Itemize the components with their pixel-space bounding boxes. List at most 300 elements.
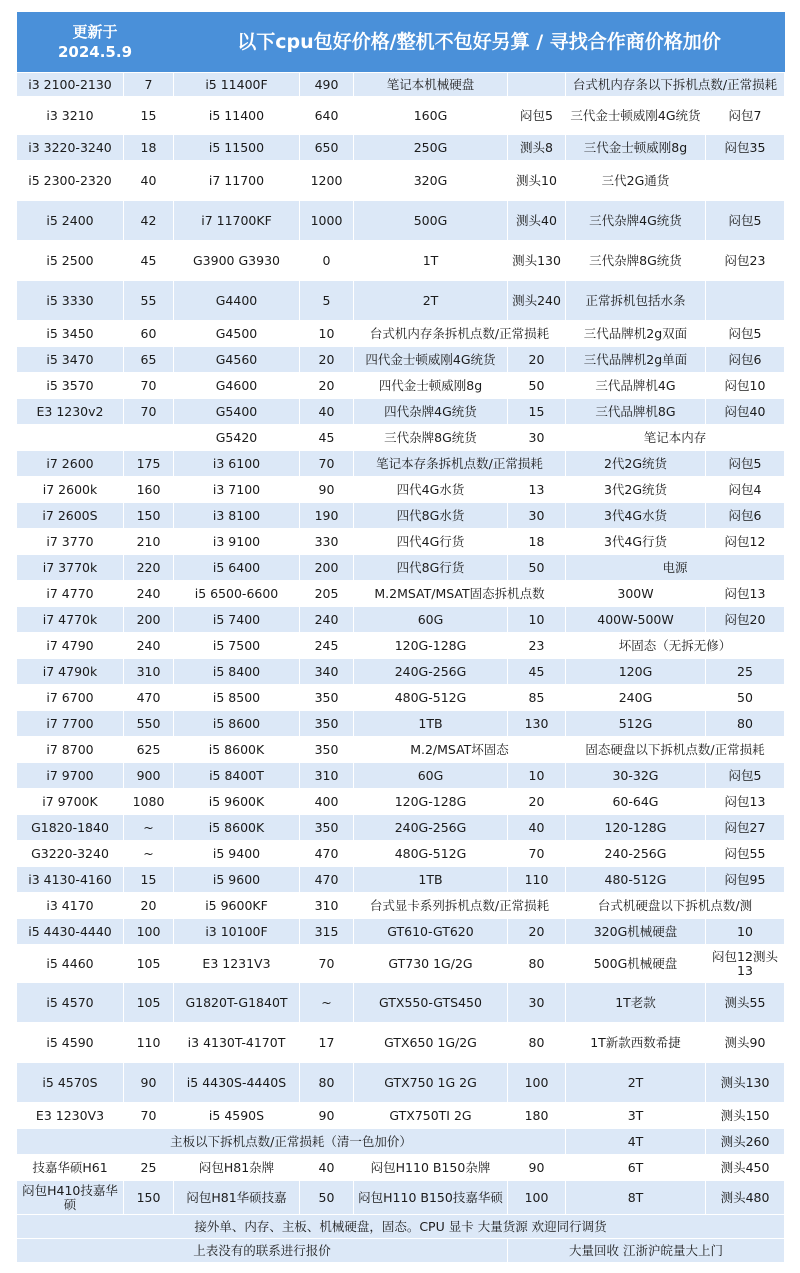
table-row <box>17 201 785 241</box>
table-cell: 闷包H110 B150技嘉华硕 <box>354 1181 508 1215</box>
table-cell: i5 6500-6600 <box>174 581 300 607</box>
table-row <box>17 711 785 737</box>
table-cell: 110 <box>124 1023 174 1063</box>
footer-recycle-note: 大量回收 江浙沪皖量大上门 <box>508 1239 785 1263</box>
table-cell: 130 <box>508 711 566 737</box>
table-cell: 210 <box>124 529 174 555</box>
table-cell: i3 3210 <box>17 97 124 135</box>
table-cell: 320G机械硬盘 <box>566 919 706 945</box>
table-cell: 30 <box>508 425 566 451</box>
table-row <box>17 241 785 281</box>
table-cell: 闷包5 <box>706 451 785 477</box>
table-cell: GTX750TI 2G <box>354 1103 508 1129</box>
table-cell: i5 3450 <box>17 321 124 347</box>
table-cell: 80 <box>300 1063 354 1103</box>
table-cell: 20 <box>300 373 354 399</box>
table-cell: i5 3330 <box>17 281 124 321</box>
table-cell: 65 <box>124 347 174 373</box>
table-cell: i7 3770k <box>17 555 124 581</box>
table-cell: 25 <box>124 1155 174 1181</box>
table-cell: 90 <box>300 477 354 503</box>
table-cell: 20 <box>508 789 566 815</box>
table-cell: 三代杂牌4G统货 <box>566 201 706 241</box>
table-cell: 40 <box>300 399 354 425</box>
table-cell: 台式机内存条以下拆机点数/正常损耗 <box>566 73 785 97</box>
table-cell: 30 <box>508 503 566 529</box>
table-row <box>17 581 785 607</box>
table-cell: 闷包6 <box>706 503 785 529</box>
table-row <box>17 347 785 373</box>
table-cell: 640 <box>300 97 354 135</box>
table-cell: 55 <box>124 281 174 321</box>
table-cell: 120G-128G <box>354 789 508 815</box>
table-cell: 10 <box>706 919 785 945</box>
table-cell: i3 10100F <box>174 919 300 945</box>
table-cell: 1200 <box>300 161 354 201</box>
table-row <box>17 685 785 711</box>
table-cell: 10 <box>508 607 566 633</box>
table-cell: 1TB <box>354 711 508 737</box>
table-cell: 625 <box>124 737 174 763</box>
table-cell: 60G <box>354 607 508 633</box>
table-cell: 105 <box>124 945 174 983</box>
table-cell: 测头90 <box>706 1023 785 1063</box>
table-row <box>17 983 785 1023</box>
table-row <box>17 321 785 347</box>
table-cell: 240G-256G <box>354 815 508 841</box>
table-cell: 80 <box>706 711 785 737</box>
table-cell: 40 <box>124 161 174 201</box>
table-cell: 四代杂牌4G统货 <box>354 399 508 425</box>
table-cell: i3 7100 <box>174 477 300 503</box>
table-cell: 470 <box>300 867 354 893</box>
table-cell: E3 1230v2 <box>17 399 124 425</box>
page-title: 以下cpu包好价格/整机不包好另算 / 寻找合作商价格加价 <box>174 12 785 73</box>
table-cell: i3 9100 <box>174 529 300 555</box>
table-cell: 10 <box>300 321 354 347</box>
footer-note: 接外单、内存、主板、机械硬盘，固态。CPU 显卡 大量货源 欢迎同行调货 <box>17 1215 785 1239</box>
table-cell: 笔记本存条拆机点数/正常损耗 <box>354 451 566 477</box>
table-cell: G3220-3240 <box>17 841 124 867</box>
table-cell: 30-32G <box>566 763 706 789</box>
table-row <box>17 763 785 789</box>
table-cell: i5 2400 <box>17 201 124 241</box>
table-cell: 45 <box>300 425 354 451</box>
table-cell: G4560 <box>174 347 300 373</box>
table-cell: 240 <box>124 633 174 659</box>
table-cell: 15 <box>508 399 566 425</box>
table-cell: 90 <box>124 1063 174 1103</box>
table-cell: 测头55 <box>706 983 785 1023</box>
table-cell: 70 <box>508 841 566 867</box>
table-cell: 三代金士顿威刚4G统货 <box>566 97 706 135</box>
table-cell: i5 4430S-4440S <box>174 1063 300 1103</box>
table-cell: i7 3770 <box>17 529 124 555</box>
table-cell: 三代2G通货 <box>566 161 706 201</box>
table-cell: 70 <box>124 373 174 399</box>
table-cell: 台式显卡系列拆机点数/正常损耗 <box>354 893 566 919</box>
table-cell: 80 <box>508 945 566 983</box>
table-cell: i7 4770 <box>17 581 124 607</box>
table-cell: i7 6700 <box>17 685 124 711</box>
table-row <box>17 815 785 841</box>
table-cell: 三代品牌机2g单面 <box>566 347 706 373</box>
table-cell: 测头480 <box>706 1181 785 1215</box>
table-cell <box>706 161 785 201</box>
table-cell: M.2/MSAT坏固态 <box>354 737 566 763</box>
table-cell: 330 <box>300 529 354 555</box>
table-cell: 50 <box>706 685 785 711</box>
table-cell: 技嘉华硕H61 <box>17 1155 124 1181</box>
table-cell: 三代品牌机8G <box>566 399 706 425</box>
table-cell: i5 2300-2320 <box>17 161 124 201</box>
table-cell: i5 8400T <box>174 763 300 789</box>
table-cell: 闷包27 <box>706 815 785 841</box>
table-cell: i7 9700K <box>17 789 124 815</box>
table-cell: 测头130 <box>706 1063 785 1103</box>
table-cell: 8T <box>566 1181 706 1215</box>
table-cell: 900 <box>124 763 174 789</box>
table-cell: 400W-500W <box>566 607 706 633</box>
table-row <box>17 789 785 815</box>
table-cell: 闷包6 <box>706 347 785 373</box>
table-cell: E3 1231V3 <box>174 945 300 983</box>
table-cell: 240-256G <box>566 841 706 867</box>
table-cell: 250G <box>354 135 508 161</box>
table-cell: 160G <box>354 97 508 135</box>
table-cell: 480G-512G <box>354 685 508 711</box>
table-cell: 70 <box>300 945 354 983</box>
table-cell: 490 <box>300 73 354 97</box>
table-cell: 240G-256G <box>354 659 508 685</box>
table-cell: 110 <box>508 867 566 893</box>
table-cell: i7 2600S <box>17 503 124 529</box>
table-row <box>17 1155 785 1181</box>
table-cell: E3 1230V3 <box>17 1103 124 1129</box>
table-cell: i7 4790 <box>17 633 124 659</box>
table-cell: i7 11700KF <box>174 201 300 241</box>
table-row <box>17 425 785 451</box>
table-cell: i5 6400 <box>174 555 300 581</box>
table-cell: 闷包4 <box>706 477 785 503</box>
table-row <box>17 945 785 983</box>
table-cell: G1820-1840 <box>17 815 124 841</box>
table-cell: 60G <box>354 763 508 789</box>
table-cell: 45 <box>508 659 566 685</box>
table-cell: 闷包12 <box>706 529 785 555</box>
table-row <box>17 161 785 201</box>
table-cell: 三代杂牌8G统货 <box>566 241 706 281</box>
update-date-label: 更新于 <box>72 23 118 41</box>
table-cell: 笔记本机械硬盘 <box>354 73 508 97</box>
table-cell: 17 <box>300 1023 354 1063</box>
table-cell: 测头8 <box>508 135 566 161</box>
table-cell: 四代金士顿威刚4G统货 <box>354 347 508 373</box>
table-cell: 120G <box>566 659 706 685</box>
table-cell: 300W <box>566 581 706 607</box>
table-cell: ~ <box>124 815 174 841</box>
table-cell: 245 <box>300 633 354 659</box>
table-cell: 512G <box>566 711 706 737</box>
table-cell: 60-64G <box>566 789 706 815</box>
table-cell: 500G <box>354 201 508 241</box>
table-cell: 500G机械硬盘 <box>566 945 706 983</box>
table-cell: 50 <box>300 1181 354 1215</box>
table-cell: 台式机内存条拆机点数/正常损耗 <box>354 321 566 347</box>
table-cell: 105 <box>124 983 174 1023</box>
table-cell: 测头240 <box>508 281 566 321</box>
table-cell: 3代4G行货 <box>566 529 706 555</box>
table-cell: GTX650 1G/2G <box>354 1023 508 1063</box>
table-cell: 2代2G统货 <box>566 451 706 477</box>
table-cell: 20 <box>300 347 354 373</box>
table-cell: 42 <box>124 201 174 241</box>
table-cell: i7 8700 <box>17 737 124 763</box>
table-cell: 0 <box>300 241 354 281</box>
table-row <box>17 97 785 135</box>
table-cell: 1T <box>354 241 508 281</box>
table-cell: 四代金士顿威刚8g <box>354 373 508 399</box>
table-cell: 3T <box>566 1103 706 1129</box>
table-cell: 1T新款西数希捷 <box>566 1023 706 1063</box>
table-cell: 18 <box>508 529 566 555</box>
table-cell: G5420 <box>174 425 300 451</box>
table-cell: GTX550-GTS450 <box>354 983 508 1023</box>
table-cell: i5 9600K <box>174 789 300 815</box>
table-cell: i5 11500 <box>174 135 300 161</box>
table-cell: i5 4590 <box>17 1023 124 1063</box>
table-cell: 闷包23 <box>706 241 785 281</box>
table-cell: 电源 <box>566 555 785 581</box>
table-cell: i5 8500 <box>174 685 300 711</box>
table-cell: 550 <box>124 711 174 737</box>
table-cell: 70 <box>124 399 174 425</box>
table-cell: 480G-512G <box>354 841 508 867</box>
table-cell: 闷包10 <box>706 373 785 399</box>
table-cell: 100 <box>508 1063 566 1103</box>
table-cell: i3 3220-3240 <box>17 135 124 161</box>
table-cell: 闷包5 <box>706 763 785 789</box>
table-cell: 10 <box>508 763 566 789</box>
footer-quote-note: 上表没有的联系进行报价 <box>17 1239 508 1263</box>
table-cell: 闷包40 <box>706 399 785 425</box>
table-cell <box>124 425 174 451</box>
table-cell: 150 <box>124 503 174 529</box>
table-cell: 三代品牌机2g双面 <box>566 321 706 347</box>
table-row <box>17 503 785 529</box>
table-cell: 18 <box>124 135 174 161</box>
table-cell: 40 <box>300 1155 354 1181</box>
table-cell: 1080 <box>124 789 174 815</box>
table-cell: 固态硬盘以下拆机点数/正常损耗 <box>566 737 785 763</box>
table-cell: 480-512G <box>566 867 706 893</box>
table-cell: 四代8G行货 <box>354 555 508 581</box>
table-cell: i5 3570 <box>17 373 124 399</box>
table-row <box>17 1181 785 1215</box>
table-cell: i3 4130T-4170T <box>174 1023 300 1063</box>
table-cell: 90 <box>300 1103 354 1129</box>
table-cell: 45 <box>124 241 174 281</box>
table-cell: 13 <box>508 477 566 503</box>
table-cell: 2T <box>566 1063 706 1103</box>
table-cell: 测头10 <box>508 161 566 201</box>
table-cell: 1000 <box>300 201 354 241</box>
table-cell: i5 7500 <box>174 633 300 659</box>
table-cell: i5 9600KF <box>174 893 300 919</box>
table-cell: 320G <box>354 161 508 201</box>
table-cell: 闷包55 <box>706 841 785 867</box>
table-cell: 闷包5 <box>508 97 566 135</box>
table-cell: i3 2100-2130 <box>17 73 124 97</box>
table-row <box>17 1129 785 1155</box>
table-cell: 30 <box>508 983 566 1023</box>
table-cell: 205 <box>300 581 354 607</box>
table-row <box>17 555 785 581</box>
table-cell: 15 <box>124 867 174 893</box>
table-cell: i5 4430-4440 <box>17 919 124 945</box>
table-cell: 175 <box>124 451 174 477</box>
table-cell: 100 <box>124 919 174 945</box>
table-cell: 350 <box>300 711 354 737</box>
table-cell: i7 4790k <box>17 659 124 685</box>
table-row <box>17 281 785 321</box>
table-cell: 100 <box>508 1181 566 1215</box>
table-cell: i5 7400 <box>174 607 300 633</box>
table-cell: GT610-GT620 <box>354 919 508 945</box>
table-cell: 40 <box>508 815 566 841</box>
table-cell: 350 <box>300 737 354 763</box>
table-cell: 20 <box>508 919 566 945</box>
table-row <box>17 1023 785 1063</box>
table-row <box>17 659 785 685</box>
table-cell: 闷包95 <box>706 867 785 893</box>
table-row <box>17 451 785 477</box>
table-cell: 50 <box>508 373 566 399</box>
table-cell: 310 <box>300 893 354 919</box>
table-cell: i3 6100 <box>174 451 300 477</box>
table-cell: 20 <box>124 893 174 919</box>
table-cell: i5 9400 <box>174 841 300 867</box>
table-cell: i7 7700 <box>17 711 124 737</box>
table-cell: 台式机硬盘以下拆机点数/测 <box>566 893 785 919</box>
table-cell: 1T老款 <box>566 983 706 1023</box>
update-date-cell <box>17 12 174 73</box>
table-row <box>17 633 785 659</box>
table-cell: 200 <box>300 555 354 581</box>
table-row <box>17 893 785 919</box>
table-cell: 60 <box>124 321 174 347</box>
table-cell: 5 <box>300 281 354 321</box>
table-cell: i5 2500 <box>17 241 124 281</box>
table-cell <box>17 425 124 451</box>
table-cell: 坏固态（无拆无修） <box>566 633 785 659</box>
table-cell: i5 4460 <box>17 945 124 983</box>
table-cell <box>706 281 785 321</box>
table-cell: 测头260 <box>706 1129 785 1155</box>
table-cell: 三代金士顿威刚8g <box>566 135 706 161</box>
table-cell: i3 8100 <box>174 503 300 529</box>
header-row <box>17 12 785 73</box>
table-cell: 160 <box>124 477 174 503</box>
table-cell: i5 11400 <box>174 97 300 135</box>
table-cell: 三代杂牌8G统货 <box>354 425 508 451</box>
table-cell: i7 9700 <box>17 763 124 789</box>
table-cell: G3900 G3930 <box>174 241 300 281</box>
table-row <box>17 1103 785 1129</box>
table-cell: 400 <box>300 789 354 815</box>
table-cell: 350 <box>300 685 354 711</box>
table-cell: 4T <box>566 1129 706 1155</box>
table-cell: 50 <box>508 555 566 581</box>
table-cell: 正常拆机包括水条 <box>566 281 706 321</box>
table-row <box>17 867 785 893</box>
table-cell: 470 <box>124 685 174 711</box>
table-cell: i7 2600 <box>17 451 124 477</box>
table-cell: 主板以下拆机点数/正常损耗（清一色加价） <box>17 1129 566 1155</box>
table-cell: 闷包H81华硕技嘉 <box>174 1181 300 1215</box>
table-cell: 四代4G行货 <box>354 529 508 555</box>
footer-row <box>17 1215 785 1239</box>
table-cell: i5 4570S <box>17 1063 124 1103</box>
table-cell: 闷包7 <box>706 97 785 135</box>
table-cell: 1TB <box>354 867 508 893</box>
table-cell: i5 8600 <box>174 711 300 737</box>
table-cell: 闷包H81杂牌 <box>174 1155 300 1181</box>
table-cell: i5 4570 <box>17 983 124 1023</box>
table-cell: 测头130 <box>508 241 566 281</box>
table-cell: 180 <box>508 1103 566 1129</box>
table-cell: GTX750 1G 2G <box>354 1063 508 1103</box>
table-cell: ~ <box>124 841 174 867</box>
table-cell: i5 3470 <box>17 347 124 373</box>
table-cell: ~ <box>300 983 354 1023</box>
table-cell: 2T <box>354 281 508 321</box>
table-cell: 315 <box>300 919 354 945</box>
table-cell: 闷包5 <box>706 201 785 241</box>
table-cell <box>508 73 566 97</box>
table-row <box>17 373 785 399</box>
table-cell: 闷包H110 B150杂牌 <box>354 1155 508 1181</box>
table-row <box>17 529 785 555</box>
table-cell: 310 <box>300 763 354 789</box>
table-row <box>17 841 785 867</box>
table-cell: 测头450 <box>706 1155 785 1181</box>
table-cell: i5 8600K <box>174 737 300 763</box>
table-cell: G4500 <box>174 321 300 347</box>
table-cell: i5 4590S <box>174 1103 300 1129</box>
table-row <box>17 1063 785 1103</box>
table-cell: 23 <box>508 633 566 659</box>
table-cell: 470 <box>300 841 354 867</box>
table-cell: 3代4G水货 <box>566 503 706 529</box>
table-cell: 测头150 <box>706 1103 785 1129</box>
table-cell: 310 <box>124 659 174 685</box>
table-cell: 240G <box>566 685 706 711</box>
table-cell: 90 <box>508 1155 566 1181</box>
table-cell: M.2MSAT/MSAT固态拆机点数 <box>354 581 566 607</box>
table-cell: i5 8400 <box>174 659 300 685</box>
table-cell: 6T <box>566 1155 706 1181</box>
table-cell: 闷包5 <box>706 321 785 347</box>
table-cell: i3 4130-4160 <box>17 867 124 893</box>
table-cell: i5 11400F <box>174 73 300 97</box>
table-cell: G1820T-G1840T <box>174 983 300 1023</box>
table-cell: G4400 <box>174 281 300 321</box>
table-cell: 150 <box>124 1181 174 1215</box>
table-cell: GT730 1G/2G <box>354 945 508 983</box>
price-table <box>16 12 785 1263</box>
update-date-value: 2024.5.9 <box>57 43 133 61</box>
